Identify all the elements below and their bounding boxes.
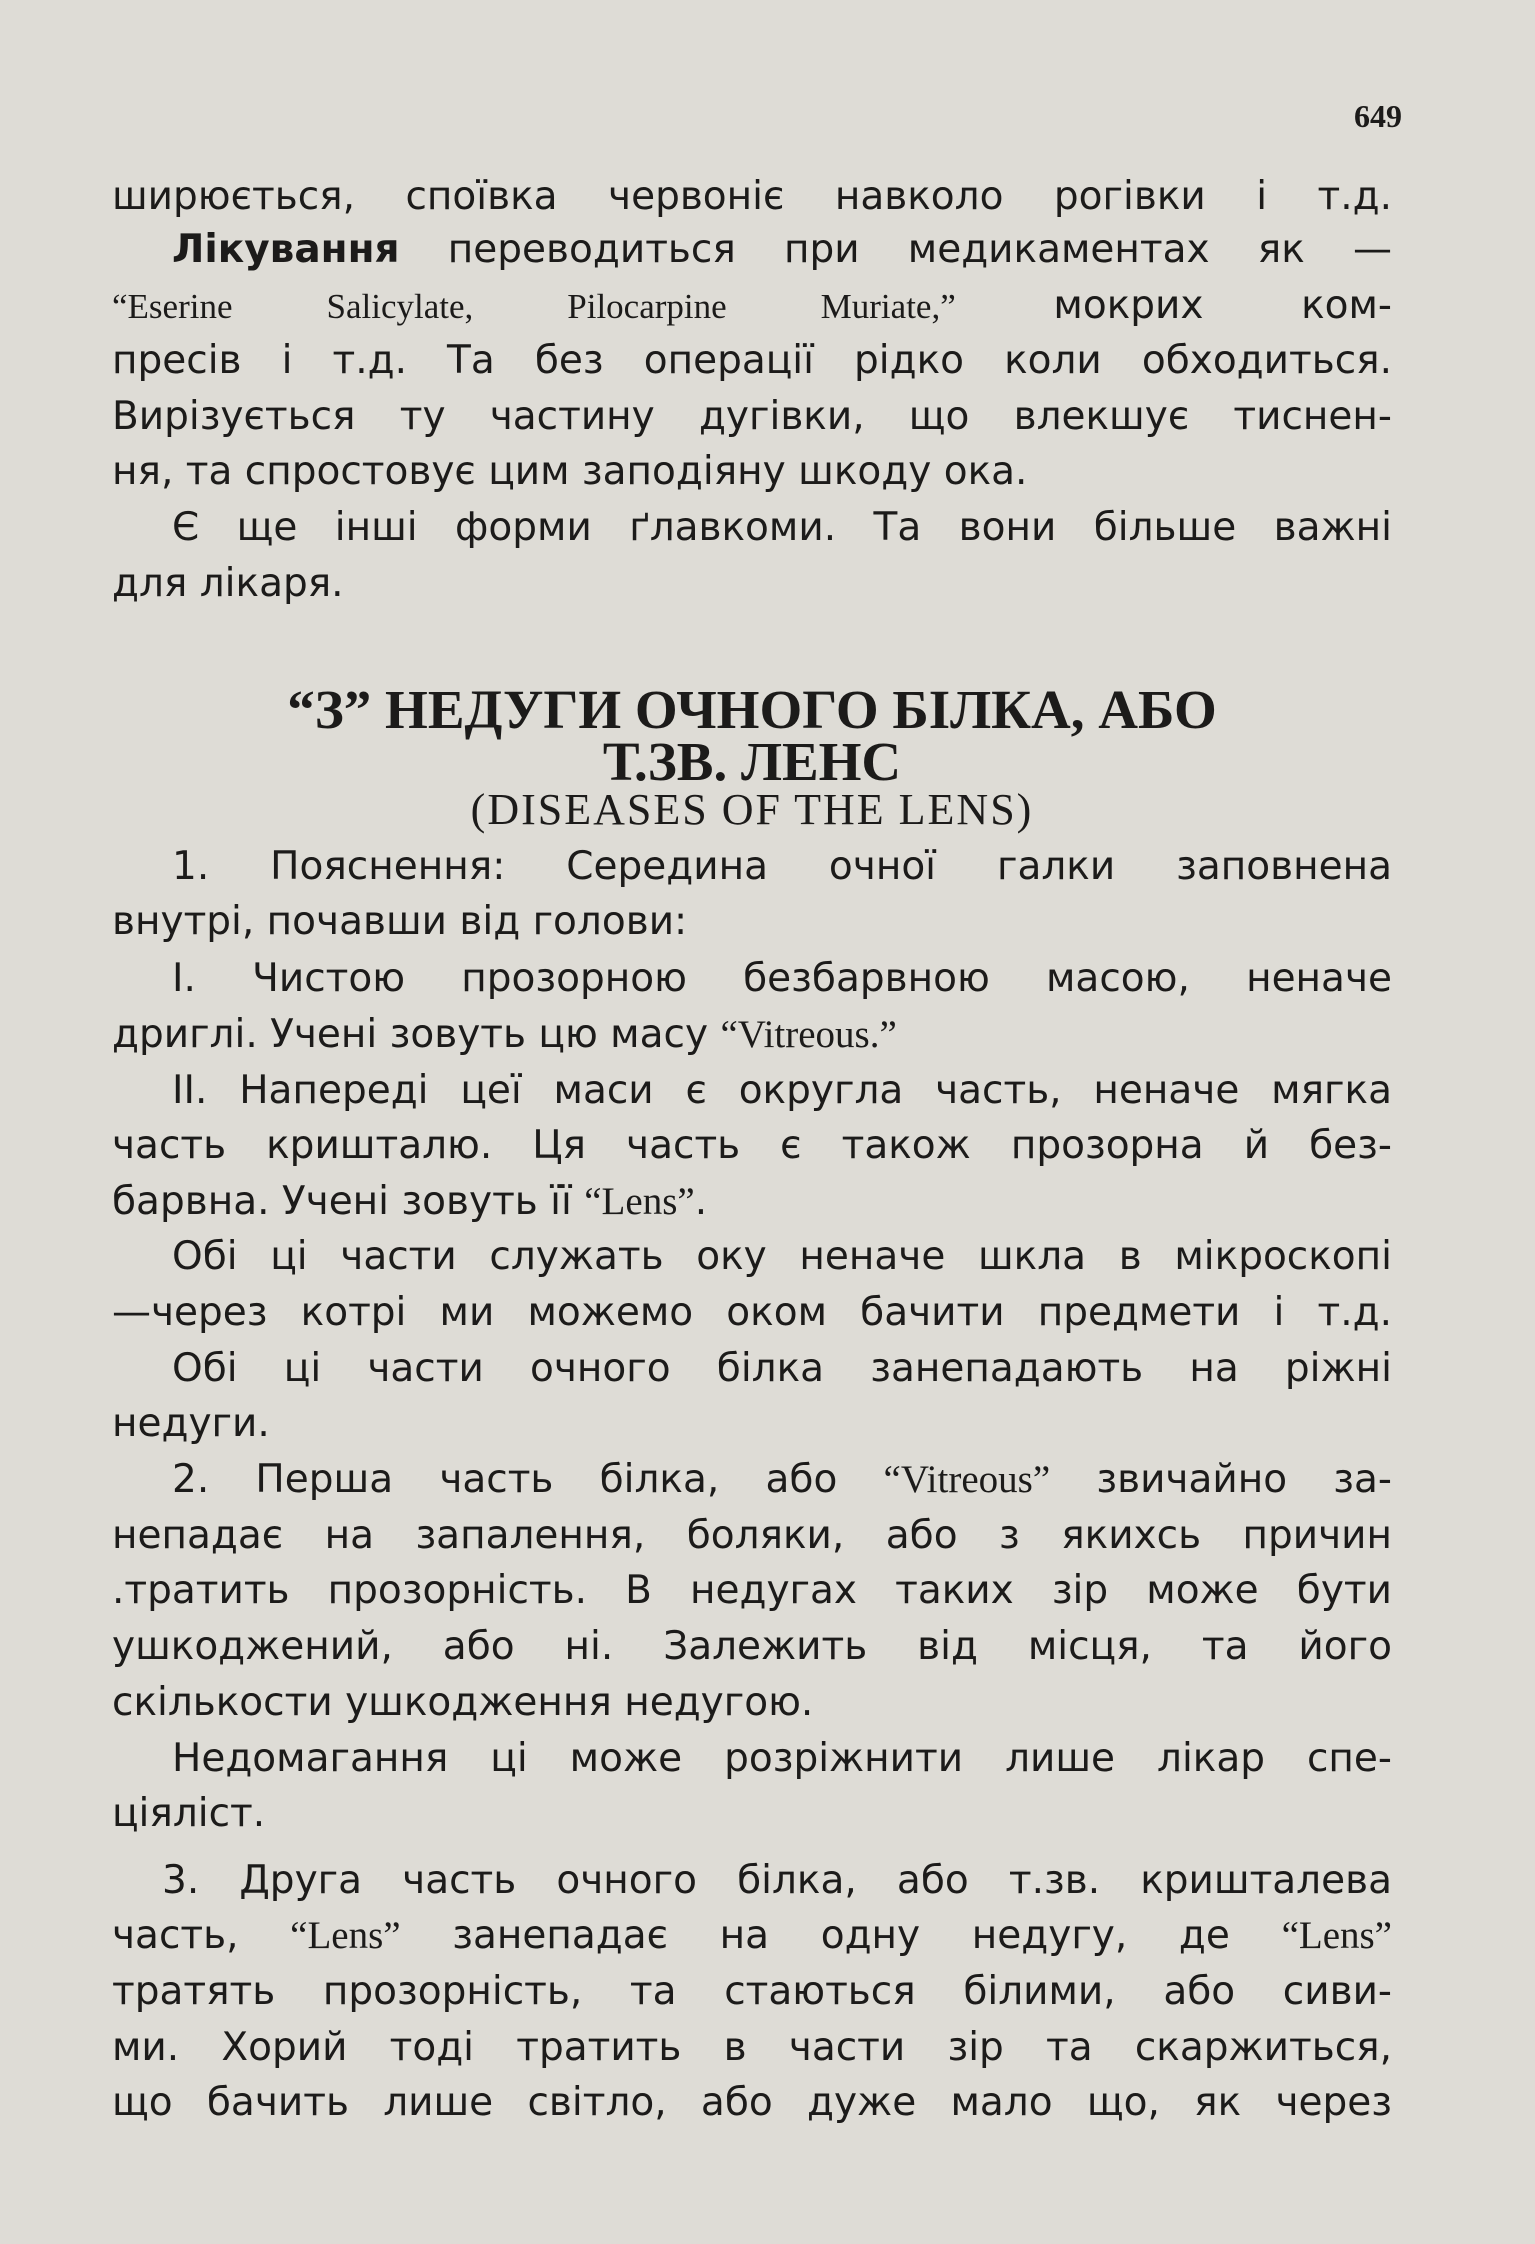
line-text: що бачить лише світло, або дуже мало що, як через bbox=[112, 2080, 1392, 2125]
section-heading: “З” НЕДУГИ ОЧНОГО БІЛКА, АБО bbox=[287, 679, 1217, 740]
text-line bbox=[112, 898, 1392, 946]
text-line bbox=[112, 1011, 1392, 1059]
text-line bbox=[112, 337, 1392, 385]
latin-term: “Vitreous” bbox=[883, 1458, 1051, 1501]
text-line bbox=[112, 1912, 1392, 1960]
line-text: Вирізується ту частину дугівки, що влекшує тиснен- bbox=[112, 394, 1392, 439]
text-line bbox=[112, 1345, 1392, 1393]
latin-term: “Lens” bbox=[1281, 1914, 1392, 1957]
line-text: пресів і т.д. Та без операції рідко коли обходиться. bbox=[112, 338, 1392, 383]
line-text: ми. Хорий тоді тратить в части зір та скаржиться, bbox=[112, 2025, 1392, 2070]
latin-term: “Vitreous.” bbox=[720, 1013, 897, 1056]
text-line bbox=[112, 1679, 1392, 1727]
text-line bbox=[112, 1512, 1392, 1560]
line-text: Обі ці части очного білка занепадають на ріжні bbox=[172, 1346, 1392, 1391]
text-line bbox=[112, 1735, 1392, 1783]
text-line bbox=[112, 282, 1392, 331]
text-line bbox=[112, 560, 1392, 608]
line-text: непадає на запалення, боляки, або з якихсь причин bbox=[112, 1513, 1392, 1558]
text-line bbox=[112, 1790, 1392, 1838]
section-heading-line2: Т.ЗВ. ЛЕНС bbox=[602, 731, 902, 792]
text-line bbox=[112, 1857, 1392, 1905]
line-text: —через котрі ми можемо оком бачити предмети і т.д. bbox=[112, 1290, 1392, 1335]
line-text: занепадає на одну недугу, де bbox=[400, 1913, 1282, 1958]
text-line bbox=[112, 173, 1392, 221]
line-text: ня, та спростовує цим заподіяну шкоду ока. bbox=[112, 449, 1028, 494]
line-text: внутрі, почавши від голови: bbox=[112, 899, 688, 944]
line-text: . bbox=[694, 1179, 708, 1224]
text-line bbox=[112, 393, 1392, 441]
text-line bbox=[112, 1968, 1392, 2016]
line-text: I. Чистою прозорною безбарвною масою, неначе bbox=[172, 956, 1392, 1001]
text-line bbox=[112, 1567, 1392, 1615]
line-text: дриглі. Учені зовуть цю масу bbox=[112, 1012, 721, 1057]
text-line bbox=[112, 1289, 1392, 1337]
line-text: ушкоджений, або ні. Залежить від місця, та його bbox=[112, 1624, 1392, 1669]
line-text: барвна. Учені зовуть її bbox=[112, 1179, 585, 1224]
line-text: ширюється, споївка червоніє навколо рогівки і т.д. bbox=[112, 174, 1392, 219]
bold-term: Лікування bbox=[172, 227, 400, 272]
line-text: 3. Друга часть очного білка, або т.зв. кришталева bbox=[162, 1858, 1392, 1903]
latin-term: “Lens” bbox=[584, 1180, 695, 1223]
line-text: скількости ушкодження недугою. bbox=[112, 1680, 814, 1725]
line-text: недуги. bbox=[112, 1401, 270, 1446]
line-text: 2. Перша часть білка, або bbox=[172, 1457, 884, 1502]
line-text: Обі ці части служать оку неначе шкла в мікроскопі bbox=[172, 1234, 1392, 1279]
text-line bbox=[112, 1178, 1392, 1226]
line-text: ціяліст. bbox=[112, 1791, 266, 1836]
line-text: тратять прозорність, та стаються білими, або сиви- bbox=[112, 1969, 1392, 2014]
line-text: часть, bbox=[112, 1913, 291, 1958]
text-line bbox=[112, 955, 1392, 1003]
text-line bbox=[112, 448, 1392, 496]
line-text: звичайно за- bbox=[1050, 1457, 1392, 1502]
line-text: переводиться при медикаментах як — bbox=[399, 227, 1392, 272]
line-text: 1. Пояснення: Середина очної галки заповнена bbox=[172, 844, 1392, 889]
line-text: мокрих ком- bbox=[955, 283, 1392, 328]
line-text: Є ще інші форми ґлавкоми. Та вони більше важні bbox=[172, 505, 1392, 550]
page-number: 649 bbox=[1354, 98, 1402, 134]
text-line bbox=[112, 2024, 1392, 2072]
text-line bbox=[112, 2079, 1392, 2127]
line-text: Недомагання ці може розріжнити лише лікар спе- bbox=[172, 1736, 1392, 1781]
line-text: для лікаря. bbox=[112, 561, 344, 606]
text-line bbox=[112, 1400, 1392, 1448]
text-line bbox=[112, 1623, 1392, 1671]
text-line bbox=[112, 1122, 1392, 1170]
text-line bbox=[112, 226, 1392, 274]
section-subheading: (DISEASES OF THE LENS) bbox=[470, 785, 1034, 834]
text-line bbox=[112, 504, 1392, 552]
line-text: часть кришталю. Ця часть є також прозорна й без- bbox=[112, 1123, 1392, 1168]
latin-term: “Eserine Salicylate, Pilocarpine Muriate,” bbox=[112, 287, 956, 326]
line-text: .тратить прозорність. В недугах таких зір може бути bbox=[112, 1568, 1392, 1613]
text-line bbox=[112, 1233, 1392, 1281]
line-text: II. Напереді цеї маси є округла часть, неначе мягка bbox=[172, 1068, 1392, 1113]
text-line bbox=[112, 1067, 1392, 1115]
text-line bbox=[112, 843, 1392, 891]
text-line bbox=[112, 1456, 1392, 1504]
latin-term: “Lens” bbox=[290, 1914, 401, 1957]
